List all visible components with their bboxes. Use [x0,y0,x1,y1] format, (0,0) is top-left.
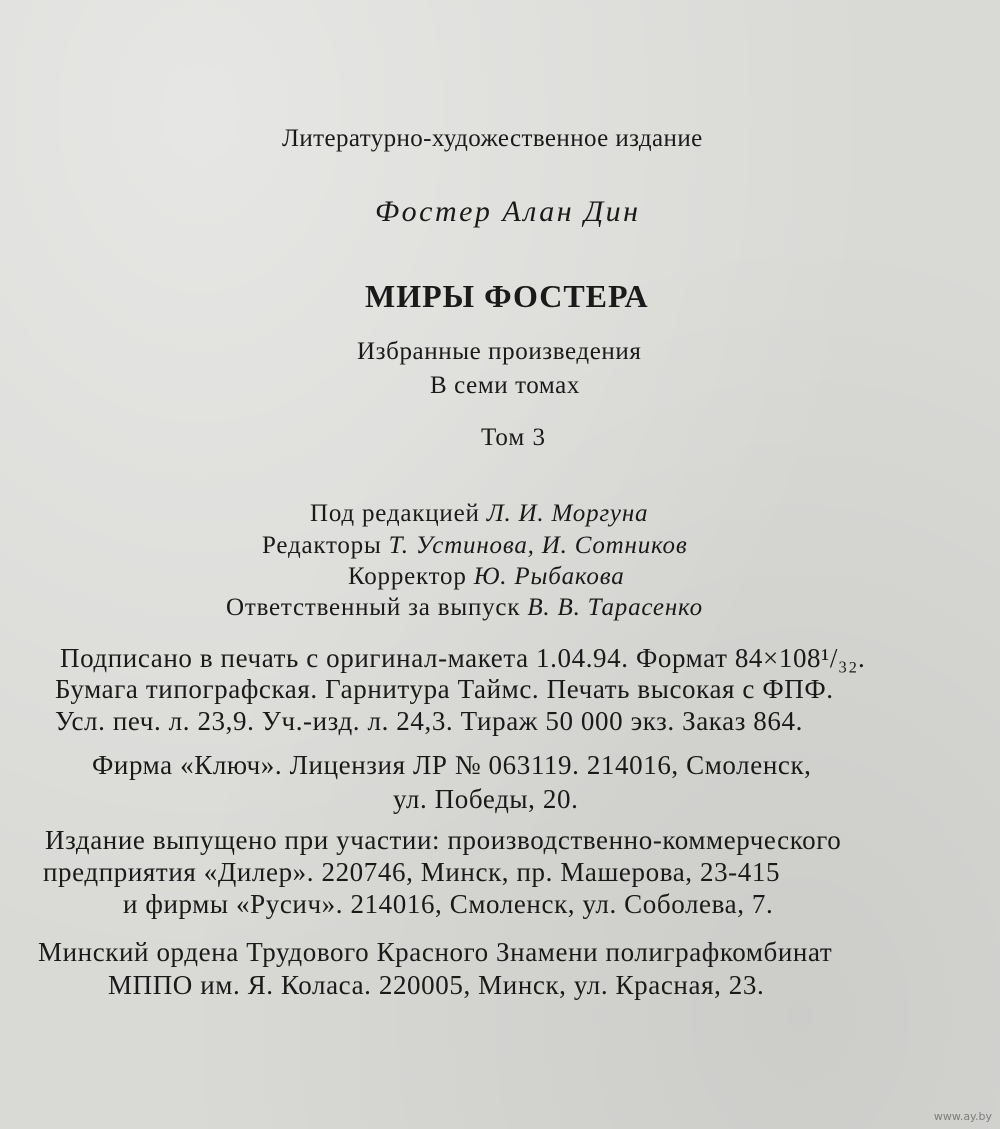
imprint-line: Подписано в печать с оригинал-макета 1.04.94. Формат 84×108¹/₃₂. [60,643,866,673]
credit-label: Ответственный за выпуск [226,594,528,621]
publisher-line: ул. Победы, 20. [393,784,579,814]
genre-label: Литературно-художественное издание [282,125,703,152]
participation-line: предприятия «Дилер». 220746, Минск, пр. Машерова, 23-415 [43,857,781,887]
credit-label: Под редакцией [310,500,487,527]
printer-line: МППО им. Я. Коласа. 220005, Минск, ул. Красная, 23. [108,970,765,1000]
participation-line: Издание выпущено при участии: производственно-коммерческого [45,825,842,855]
volume-number: Том 3 [481,424,546,451]
imprint-line: Бумага типографская. Гарнитура Таймс. Печать высокая с ФПФ. [55,674,834,704]
author-name: Фостер Алан Дин [375,195,641,228]
printer-line: Минский ордена Трудового Красного Знамени полиграфкомбинат [38,937,833,967]
book-title: МИРЫ ФОСТЕРА [365,278,649,314]
volumes-note: В семи томах [430,372,580,399]
credit-label: Корректор [348,563,474,590]
participation-line: и фирмы «Русич». 214016, Смоленск, ул. Соболева, 7. [123,889,774,919]
credit-name: Ю. Рыбакова [473,563,625,590]
credit-name: Т. Устинова, И. Сотников [388,532,688,559]
watermark: www.ay.by [933,1110,992,1123]
credit-editors [262,532,688,560]
credit-label: Редакторы [262,532,389,559]
credit-responsible [226,594,703,622]
credit-name: Л. И. Моргуна [486,500,649,527]
credit-name: В. В. Тарасенко [527,594,703,621]
subtitle: Избранные произведения [357,338,642,365]
credit-general-editor [310,500,648,528]
credit-proofreader [348,563,625,591]
publisher-line: Фирма «Ключ». Лицензия ЛР № 063119. 214016, Смоленск, [92,750,812,780]
imprint-line: Усл. печ. л. 23,9. Уч.-изд. л. 24,3. Тираж 50 000 экз. Заказ 864. [55,706,803,736]
